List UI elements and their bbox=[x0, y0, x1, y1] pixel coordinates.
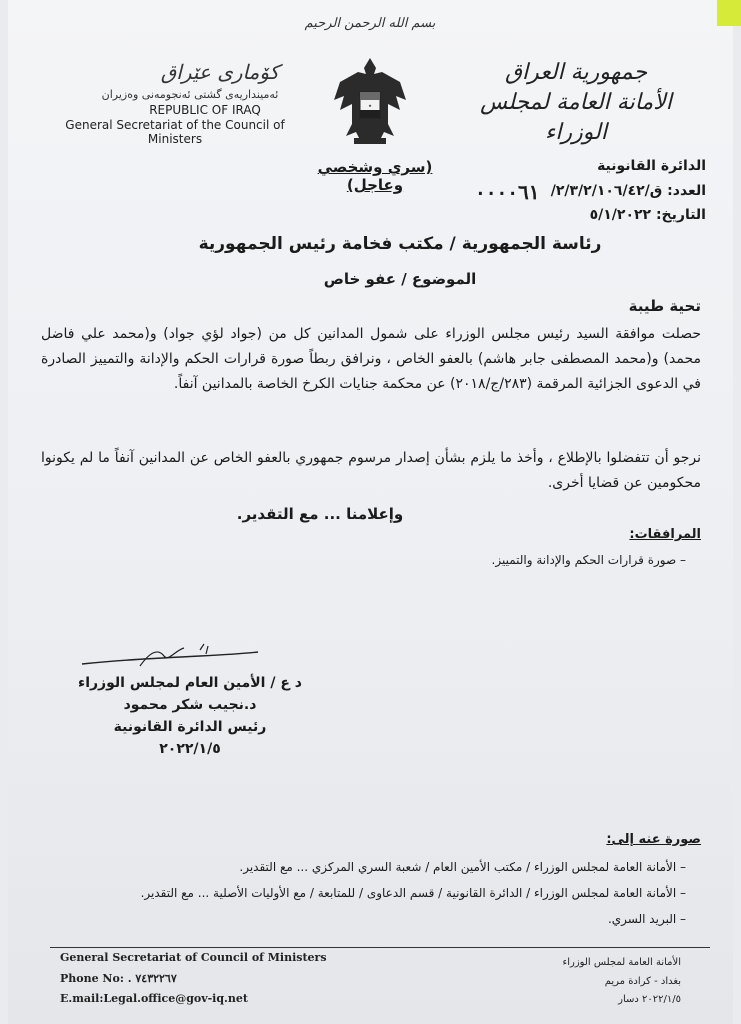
number-label: العدد: bbox=[667, 183, 706, 199]
signatory-name: د.نجيب شكر محمود bbox=[123, 697, 257, 713]
greeting: تحية طيبة bbox=[628, 297, 701, 315]
kurdish-letterhead-line2: ئەمینداریەی گشتی ئەنجومەنی وەزیران bbox=[101, 88, 279, 101]
english-letterhead-line2: General Secretariat of the Council of Ministers bbox=[65, 118, 285, 146]
kurdish-letterhead-line1: كۆماری عێراق bbox=[160, 60, 280, 84]
copy-item: – الأمانة العامة لمجلس الوزراء / مكتب الأمين العام / شعبة السري المركزي ... مع التقدير. bbox=[239, 860, 686, 874]
footer-email: E.mail:Legal.office@gov-iq.net bbox=[60, 992, 248, 1005]
signatory-position: رئيس الدائرة القانونية bbox=[113, 719, 267, 735]
svg-text:★: ★ bbox=[368, 103, 372, 108]
date-value: ٥/١/٢٠٢٢ bbox=[589, 207, 652, 223]
footer-divider bbox=[50, 947, 710, 948]
classification-label: (سري وشخصي وعاجل) bbox=[317, 158, 433, 194]
copy-item: – البريد السري. bbox=[607, 912, 686, 926]
arabic-letterhead bbox=[471, 58, 681, 148]
date-label: التاريخ: bbox=[655, 207, 706, 223]
footer-ar-title: الأمانة العامة لمجلس الوزراء bbox=[562, 957, 681, 968]
sticky-note bbox=[717, 0, 741, 26]
body-paragraph-2: نرجو أن تتفضلوا بالإطلاع ، وأخذ ما يلزم بشأن إصدار مرسوم جمهوري بالعفو الخاص عن المدانين آنفاً ما لم يكونوا محكومين عن قضايا أخرى. bbox=[41, 450, 701, 491]
stamped-number: ٠٠٠٠٦١ bbox=[475, 180, 540, 204]
copy-item: – الأمانة العامة لمجلس الوزراء / الدائرة القانونية / قسم الدعاوى / للمتابعة / مع الأوليات الأصلية ... مع التقدير. bbox=[140, 886, 686, 900]
number-value: ق/٢/٣/٢/١٠٦/٤٢/ bbox=[550, 183, 663, 199]
subject-line: الموضوع / عفو خاص bbox=[323, 270, 477, 288]
department-label: الدائرة القانونية bbox=[597, 158, 706, 174]
arabic-letterhead-line2: الأمانة العامة لمجلس الوزراء bbox=[480, 90, 672, 145]
footer-en-title: General Secretariat of Council of Ministers bbox=[60, 951, 327, 964]
copies-title: صورة عنه إلى: bbox=[606, 832, 701, 847]
signatory-block bbox=[40, 672, 340, 760]
signatory-date: ٢٠٢٢/١/٥ bbox=[159, 741, 221, 757]
basmala: بسم الله الرحمن الرحيم bbox=[304, 16, 436, 31]
body-paragraph-1: حصلت موافقة السيد رئيس مجلس الوزراء على شمول المدانين كل من (جواد لؤي جواد) و(محمد علي فاضل محمد) و(محمد المصطفى جابر هاشم) بالعفو الخاص ، ونرافق ربطاً صورة قرارات الحكم والإدانة والتمييز الصادرة في الدعوى الجزائية المرقمة (٢٨٣/ج/٢٠١٨) عن محكمة جنايات الكرخ الخاصة بالمدانين آنفاً. bbox=[41, 326, 701, 392]
english-letterhead-line1: REPUBLIC OF IRAQ bbox=[149, 103, 261, 117]
addressee: رئاسة الجمهورية / مكتب فخامة رئيس الجمهورية bbox=[198, 234, 602, 254]
footer-phone: Phone No: . ٧٤٣٢٢٦٧ bbox=[60, 972, 177, 985]
arabic-letterhead-line1: جمهورية العراق bbox=[504, 60, 648, 85]
attachments-title: المرافقات: bbox=[629, 527, 701, 542]
footer-ar-code: ٢٠٢٢/١/٥ دسار bbox=[618, 994, 681, 1005]
eagle-emblem-icon bbox=[330, 52, 410, 152]
date-row bbox=[446, 207, 706, 223]
footer-ar-address: بغداد - كرادة مريم bbox=[604, 976, 681, 987]
attachment-item: – صورة قرارات الحكم والإدانة والتمييز. bbox=[491, 553, 686, 567]
signatory-title: د ع / الأمين العام لمجلس الوزراء bbox=[78, 675, 302, 691]
closing-line: وإعلامنا ... مع التقدير. bbox=[236, 505, 404, 523]
